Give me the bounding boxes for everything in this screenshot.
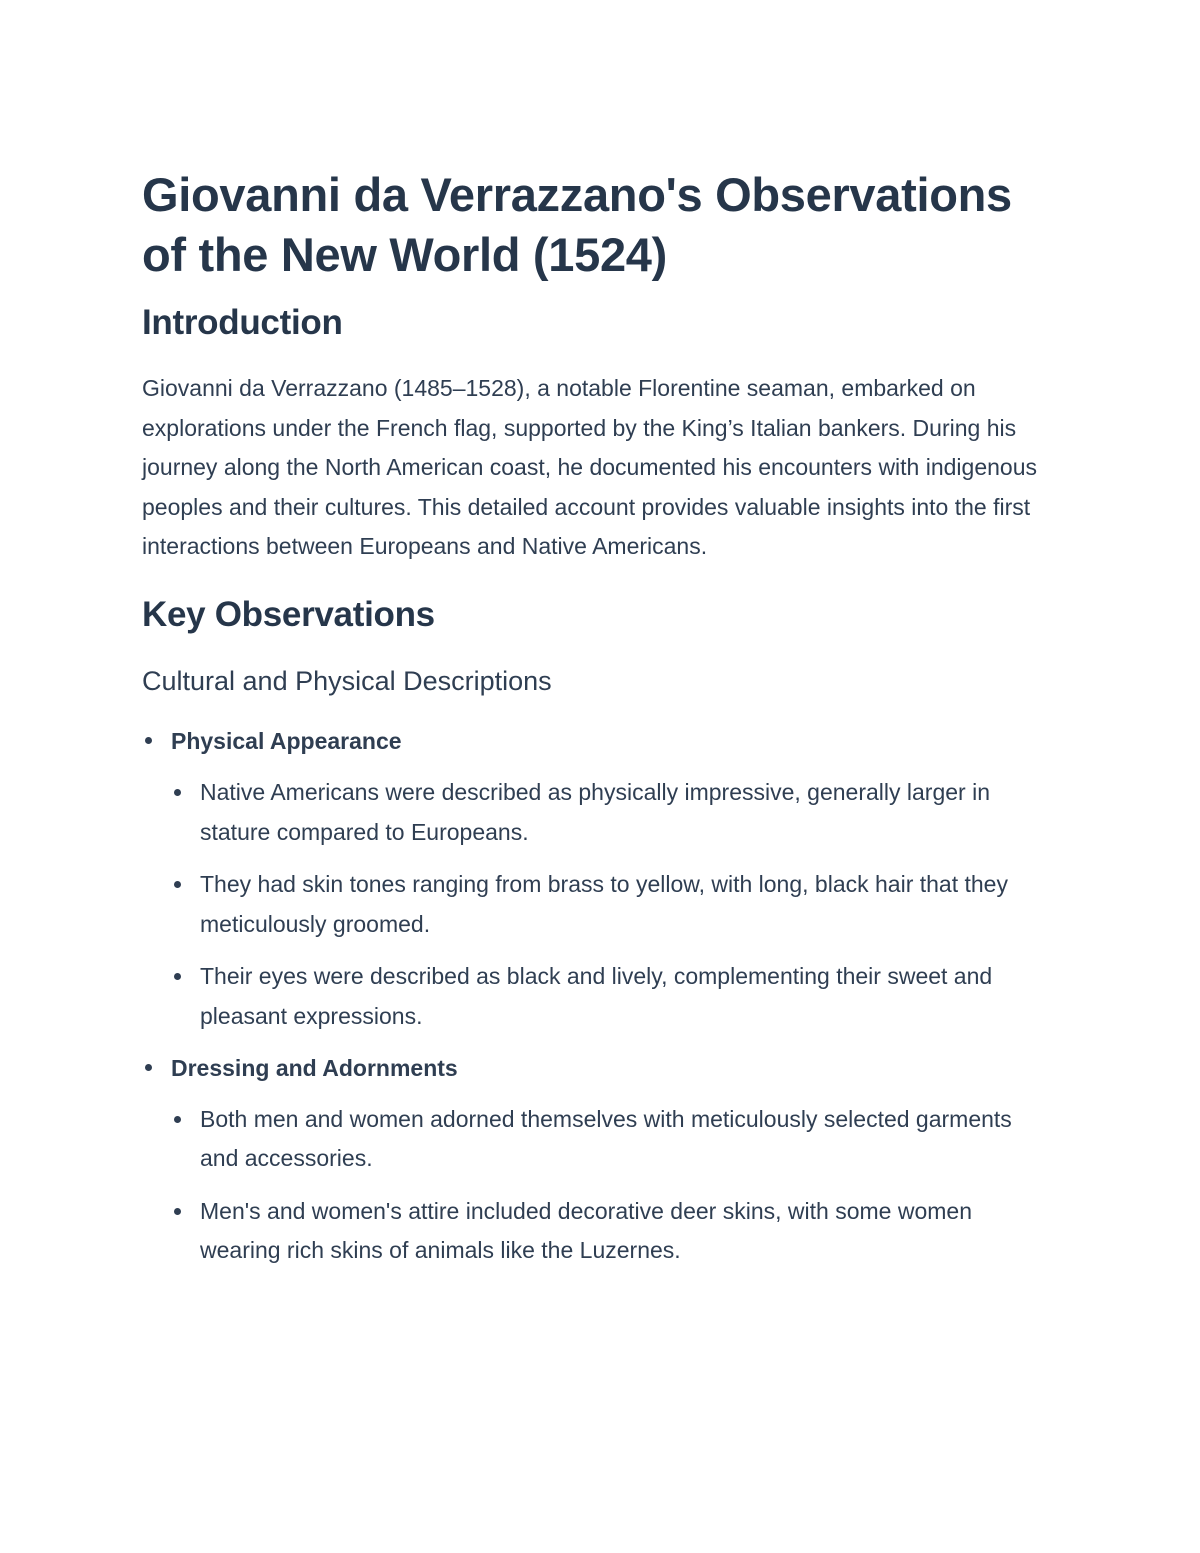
key-observations-heading: Key Observations [142,594,435,634]
list-item-label: Physical Appearance [171,727,402,754]
list-item-physical-appearance [142,723,1052,1037]
list-item-dressing-adornments [142,1050,1052,1271]
sublist-physical-appearance [171,773,1052,1037]
list-item: Men's and women's attire included decorative deer skins, with some women wearing rich skins of animals like the Luzernes. [171,1192,1052,1271]
list-item: Native Americans were described as physically impressive, generally larger in stature compared to Europeans. [171,773,1052,852]
list-item: They had skin tones ranging from brass to yellow, with long, black hair that they meticulously groomed. [171,865,1052,944]
document-page [142,165,1052,1284]
observation-list [142,723,1052,1271]
sublist-dressing-adornments [171,1100,1052,1271]
list-item: Both men and women adorned themselves with meticulously selected garments and accessories. [171,1100,1052,1179]
cultural-physical-subheading: Cultural and Physical Descriptions [142,665,552,696]
list-item: Their eyes were described as black and lively, complementing their sweet and pleasant expressions. [171,957,1052,1036]
introduction-paragraph: Giovanni da Verrazzano (1485–1528), a notable Florentine seaman, embarked on explorations under the French flag, supported by the King’s Italian bankers. During his journey along the North American coast, he documented his encounters with indigenous peoples and their cultures. This detailed account provides valuable insights into the first interactions between Europeans and Native Americans. [142,375,1037,560]
document-title: Giovanni da Verrazzano's Observations of the New World (1524) [142,168,1012,281]
introduction-heading: Introduction [142,303,343,342]
list-item-label: Dressing and Adornments [171,1054,458,1081]
